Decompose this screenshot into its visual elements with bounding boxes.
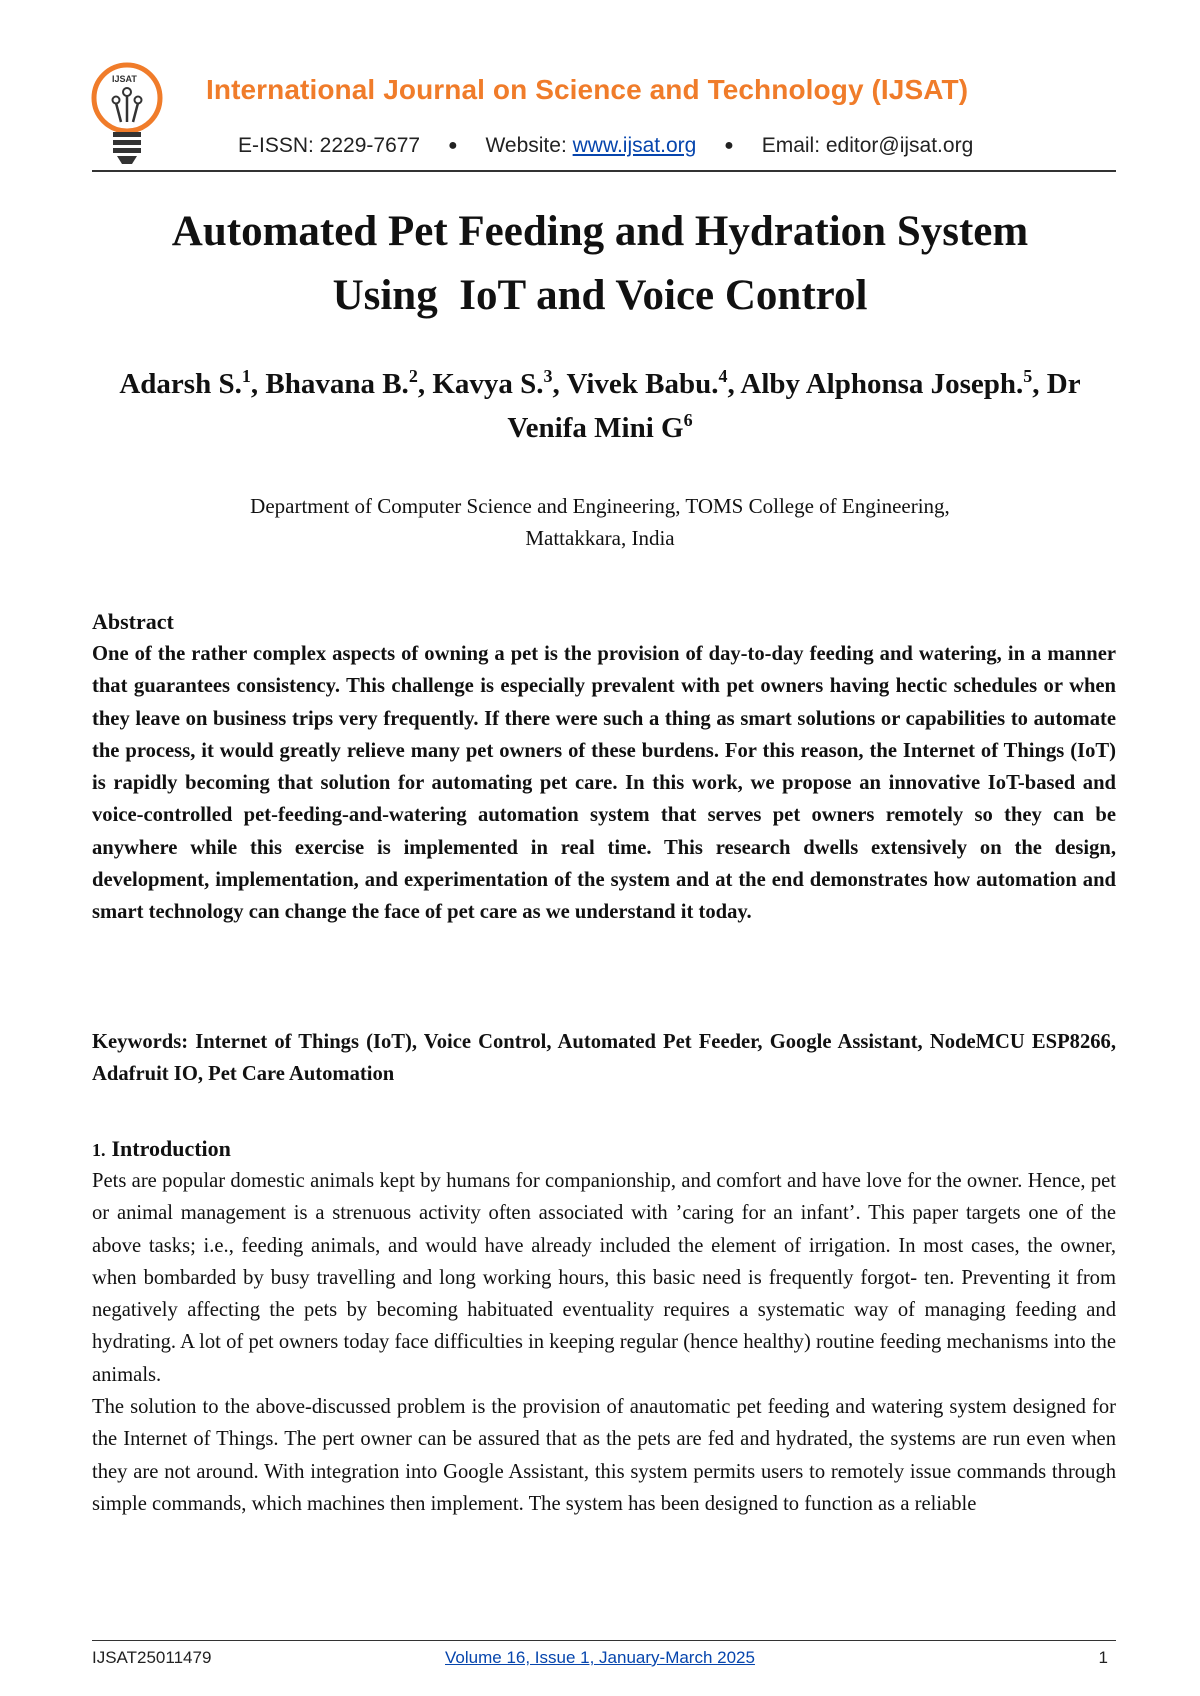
abstract-text: One of the rather complex aspects of owning a pet is the provision of day-to-day feeding and watering, in a manner that guarantees consistency. This challenge is especially prevalent with pet owners having hectic schedules or when they leave on business trips very frequently. If there were such a thing as smart solutions or capabilities to automate the process, it would greatly relieve many pet owners of these burdens. For this reason, the Internet of Things (IoT) is rapidly becoming that solution for automating pet care. In this work, we propose an innovative IoT-based and voice-controlled pet-feeding-and-watering automation system that serves pet owners remotely so they can be anywhere while this exercise is implemented in real time. This research dwells extensively on the design, development, implementation, and experimentation of the system and at the end demonstrates how automation and smart technology can change the face of pet care as we understand it today. bbox=[92, 643, 1116, 924]
paper-title bbox=[80, 200, 1120, 328]
author: Kavya S.$^3$ bbox=[432, 366, 553, 400]
website-link[interactable]: www.ijsat.org bbox=[572, 134, 697, 157]
bullet-icon: ● bbox=[724, 137, 734, 154]
paper-id: IJSAT25011479 bbox=[92, 1648, 212, 1667]
ijsat-logo-icon bbox=[88, 62, 166, 170]
affiliation bbox=[100, 490, 1100, 554]
author-list: Adarsh S.$^1$, Bhavana B.$^2$, Kavya S.$^3$, Vivek Babu.$^4$, Alby Alphonsa Joseph.$^5$, Dr Venifa Mini $G^6$ bbox=[119, 366, 1081, 444]
journal-title: International Journal on Science and Technology (IJSAT) bbox=[206, 74, 969, 105]
author: Dr Venifa Mini $G^6$ bbox=[507, 368, 1081, 444]
section-title: Introduction bbox=[111, 1136, 231, 1161]
paragraph: Pets are popular domestic animals kept by humans for companionship, and comfort and have love for the owner. Hence, pet or animal management is a strenuous activity often associated with ’caring for an infant’. This paper targets one of the above tasks; i.e., feeding animals, and would have already included the element of irrigation. In most cases, the owner, when bombarded by busy travelling and long working hours, this basic need is frequently forgot- ten. Preventing it from negatively affecting the pets by becoming habituated eventuality requires a systematic way of managing feeding and hydrating. A lot of pet owners today face difficulties in keeping regular (hence healthy) routine feeding mechanisms into the animals. bbox=[92, 1170, 1116, 1386]
paragraph: The solution to the above-discussed problem is the provision of anautomatic pet feeding and watering system designed for the Internet of Things. The pert owner can be assured that as the pets are fed and hydrated, the systems are run even when they are not around. With integration into Google Assistant, this system permits users to remotely issue commands through simple commands, which machines then implement. The system has been designed to function as a reliable bbox=[92, 1396, 1116, 1515]
affiliation-line: Department of Computer Science and Engineering, TOMS College of Engineering, bbox=[250, 494, 950, 518]
bullet-icon: ● bbox=[447, 137, 458, 154]
section-number: 1. bbox=[92, 1140, 106, 1160]
abstract-heading: Abstract bbox=[92, 609, 174, 634]
issn-text: E-ISSN: 2229-7677 bbox=[238, 134, 421, 157]
journal-info-line bbox=[238, 134, 1118, 158]
author: Alby Alphonsa Joseph.$^5$ bbox=[740, 366, 1033, 400]
introduction-body bbox=[92, 1165, 1116, 1520]
volume-link[interactable]: Volume 16, Issue 1, January-March 2025 bbox=[445, 1648, 755, 1667]
page-number: 1 bbox=[1098, 1648, 1108, 1667]
affiliation-line: Mattakkara, India bbox=[525, 526, 675, 550]
section-heading-introduction bbox=[92, 1133, 1116, 1166]
header-divider bbox=[92, 170, 1116, 172]
author: Adarsh S.$^1$ bbox=[119, 366, 251, 400]
footer-divider bbox=[92, 1640, 1116, 1641]
website-label: Website: bbox=[485, 134, 573, 157]
author: Vivek Babu.$^4$ bbox=[566, 366, 728, 400]
email-text: Email: editor@ijsat.org bbox=[761, 134, 974, 157]
svg-text:IJSAT: IJSAT bbox=[112, 74, 137, 84]
author: Bhavana B.$^2$ bbox=[265, 366, 418, 400]
keywords: Keywords: Internet of Things (IoT), Voice Control, Automated Pet Feeder, Google Assistant, NodeMCU ESP8266, Adafruit IO, Pet Care Automation bbox=[92, 1031, 1116, 1086]
paper-title-line: Automated Pet Feeding and Hydration System bbox=[171, 208, 1029, 255]
paper-title-line: Using IoT and Voice Control bbox=[332, 272, 868, 319]
